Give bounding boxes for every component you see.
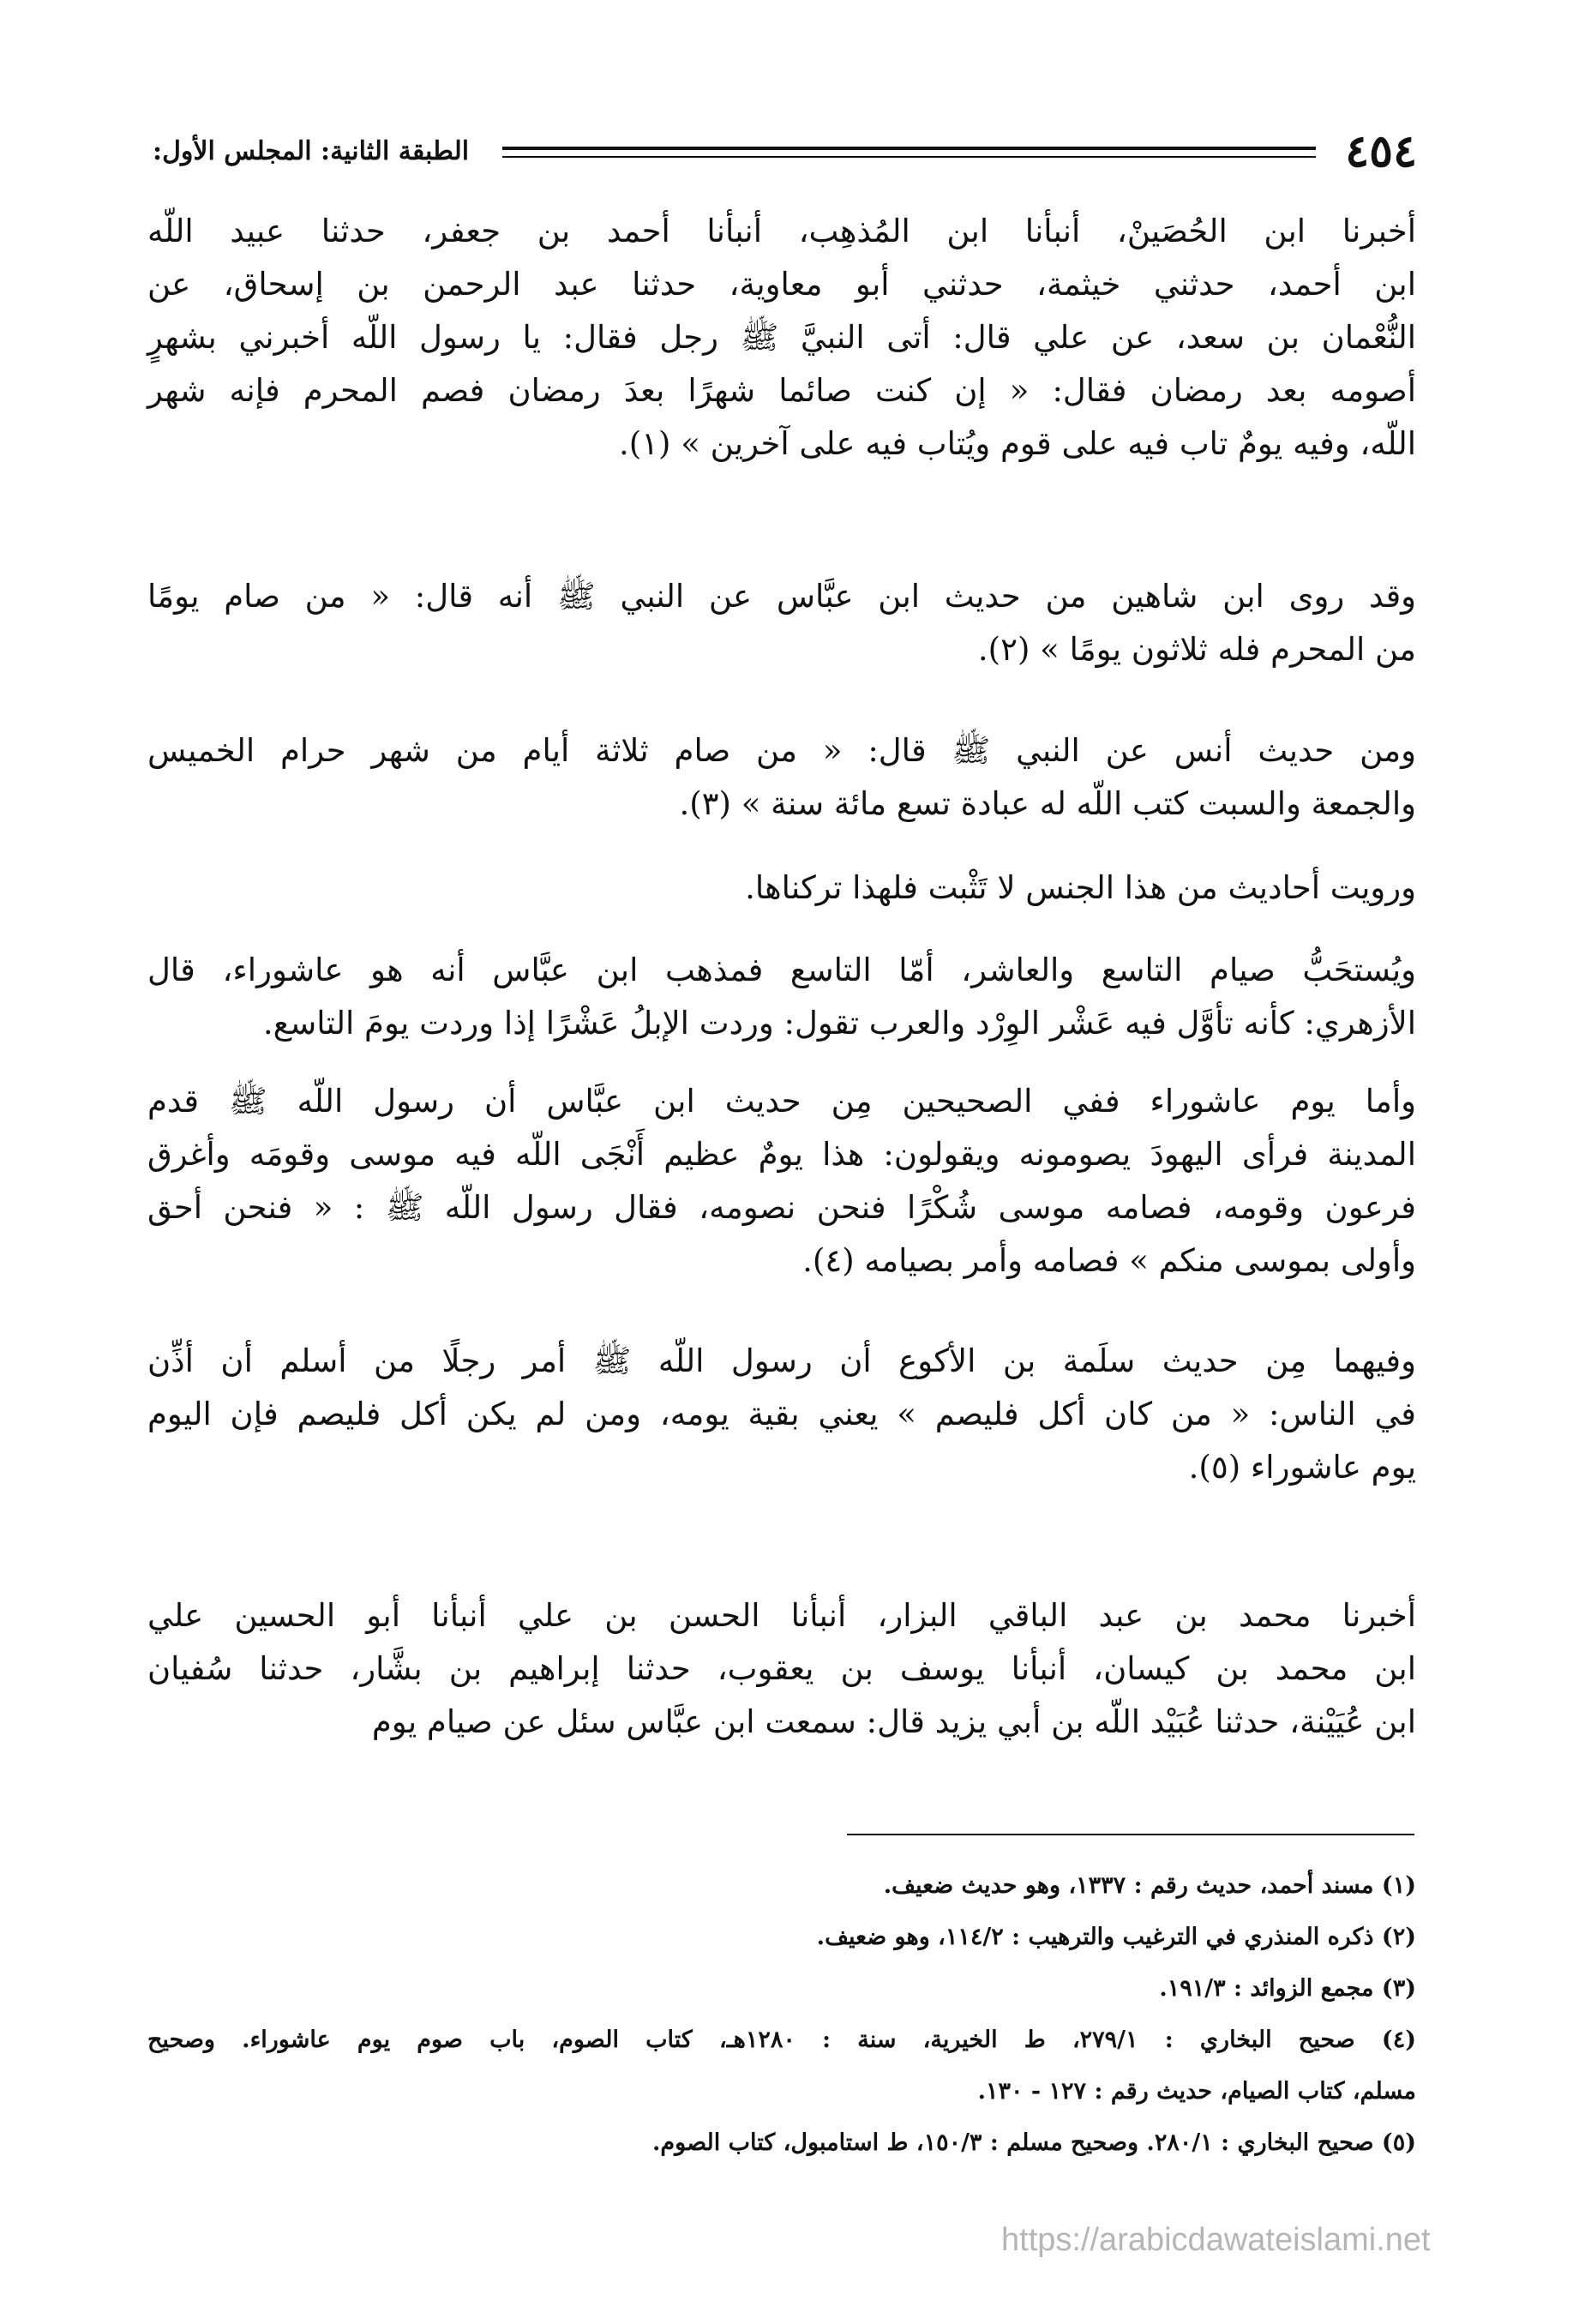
footnote-4-continued: مسلم، كتاب الصيام، حديث رقم : ١٢٧ - ١٣٠. — [977, 2078, 1416, 2105]
footnote-1: (١) مسند أحمد، حديث رقم : ١٣٣٧، وهو حديث ضعيف. — [883, 1872, 1416, 1899]
text-line: أخبرنا محمد بن عبد الباقي البزار، أنبأنا الحسن بن علي أنبأنا أبو الحسين علي — [147, 1597, 1416, 1634]
paragraph — [147, 1589, 1416, 1749]
paragraph — [147, 944, 1416, 1050]
paragraph — [147, 570, 1416, 676]
text-line: وأما يوم عاشوراء ففي الصحيحين مِن حديث ابن عبَّاس أن رسول اللّه ﷺ قدم — [147, 1083, 1416, 1120]
footnote-5: (٥) صحيح البخاري : ٢٨٠/١. وصحيح مسلم : ١٥٠/٣، ط استامبول، كتاب الصوم. — [652, 2129, 1416, 2156]
text-line: وقد روى ابن شاهين من حديث ابن عبَّاس عن النبي ﷺ أنه قال: « من صام يومًا — [147, 578, 1416, 615]
paragraph — [147, 862, 1416, 915]
page-number: ٤٥٤ — [1345, 125, 1417, 177]
text-line: اللّه، وفيه يومٌ تاب فيه على قوم ويُتاب فيه على آخرين » (١). — [618, 425, 1416, 462]
watermark-url: https://arabicdawateislami.net — [1001, 2222, 1431, 2258]
footnote-4: (٤) صحيح البخاري : ٢٧٩/١، ط الخيرية، سنة : ١٢٨٠هـ، كتاب الصوم، باب صوم يوم عاشوراء. وصحيح — [147, 2027, 1417, 2053]
text-line: ويُستحَبُّ صيام التاسع والعاشر، أمّا التاسع فمذهب ابن عبَّاس أنه هو عاشوراء، قال — [147, 952, 1416, 988]
text-line: ومن حديث أنس عن النبي ﷺ قال: « من صام ثلاثة أيام من شهر حرام الخميس — [147, 732, 1416, 769]
text-line: ورويت أحاديث من هذا الجنس لا تَثْبت فلهذا تركناها. — [745, 869, 1416, 906]
text-line: ابن محمد بن كيسان، أنبأنا يوسف بن يعقوب، حدثنا إبراهيم بن بشَّار، حدثنا سُفيان — [147, 1650, 1416, 1687]
text-line: والجمعة والسبت كتب اللّه له عبادة تسع مائة سنة » (٣). — [679, 785, 1416, 822]
footnote-separator — [847, 1834, 1414, 1835]
text-line: يوم عاشوراء (٥). — [1188, 1449, 1416, 1486]
footnotes — [147, 1860, 1416, 2169]
running-title: الطبقة الثانية: المجلس الأول: — [153, 136, 470, 166]
text-line: النُّعْمان بن سعد، عن علي قال: أتى النبيَّ ﷺ رجل فقال: يا رسول اللّه أخبرني بشهرٍ — [147, 319, 1416, 356]
paragraph — [147, 1075, 1416, 1288]
text-line: وفيهما مِن حديث سلَمة بن الأكوع أن رسول اللّه ﷺ أمر رجلًا من أسلم أن أذِّن — [147, 1342, 1416, 1379]
footnote-2: (٢) ذكره المنذري في الترغيب والترهيب : ١١٤/٢، وهو ضعيف. — [816, 1924, 1416, 1950]
header-double-rule — [502, 147, 1316, 158]
paragraph — [147, 1335, 1416, 1494]
text-line: من المحرم فله ثلاثون يومًا » (٢). — [977, 631, 1416, 668]
text-line: أصومه بعد رمضان فقال: « إن كنت صائما شهرًا بعدَ رمضان فصم المحرم فإنه شهر — [147, 372, 1416, 409]
page-header — [153, 124, 1417, 179]
text-line: ابن أحمد، حدثني خيثمة، حدثني أبو معاوية، حدثنا عبد الرحمن بن إسحاق، عن — [147, 266, 1416, 303]
text-line: المدينة فرأى اليهودَ يصومونه ويقولون: هذا يومٌ عظيم أَنْجَى اللّه فيه موسى وقومَه وأغرق — [147, 1136, 1416, 1173]
text-line: وأولى بموسى منكم » فصامه وأمر بصيامه (٤). — [802, 1242, 1416, 1279]
text-line: ابن عُيَيْنة، حدثنا عُبَيْد اللّه بن أبي يزيد قال: سمعت ابن عبَّاس سئل عن صيام يوم — [371, 1703, 1416, 1740]
text-line: في الناس: « من كان أكل فليصم » يعني بقية يومه، ومن لم يكن أكل فليصم فإن اليوم — [147, 1396, 1416, 1432]
text-line: فرعون وقومه، فصامه موسى شُكْرًا فنحن نصومه، فقال رسول اللّه ﷺ : « فنحن أحق — [147, 1189, 1416, 1226]
footnote-3: (٣) مجمع الزوائد : ١٩١/٣. — [1159, 1975, 1416, 2002]
paragraph — [147, 724, 1416, 831]
text-line: أخبرنا ابن الحُصَينْ، أنبأنا ابن المُذهِب، أنبأنا أحمد بن جعفر، حدثنا عبيد اللّه — [147, 213, 1416, 249]
text-line: الأزهري: كأنه تأوَّل فيه عَشْر الوِرْد والعرب تقول: وردت الإبلُ عَشْرًا إذا وردت يومَ التاسع. — [262, 1005, 1416, 1042]
paragraph — [147, 205, 1416, 471]
